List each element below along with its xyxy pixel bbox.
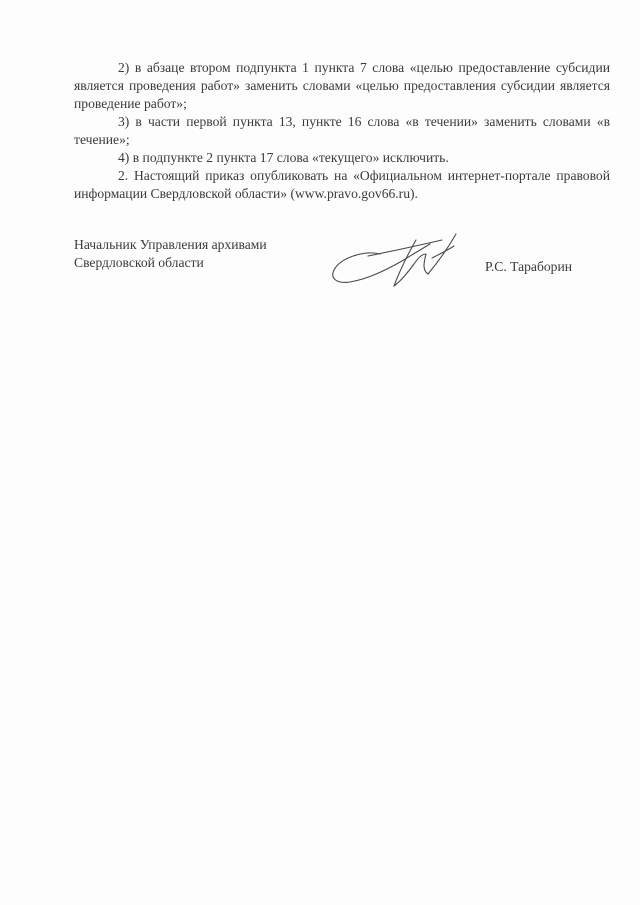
document-body	[74, 59, 610, 203]
signer-name: Р.С. Тараборин	[485, 259, 573, 274]
signer-position-line-2: Свердловской области	[74, 255, 204, 270]
handwritten-signature-icon	[328, 228, 460, 292]
signer-position-line-1: Начальник Управления архивами	[74, 237, 267, 252]
paragraph-item-2: 2) в абзаце втором подпункта 1 пункта 7 слова «целью предоставление субсидии является проведения работ» заменить словами «целью предоставления субсидии является проведение работ»;	[74, 60, 610, 111]
paragraph-item-4: 4) в подпункте 2 пункта 17 слова «текущего» исключить.	[118, 150, 449, 165]
paragraph-publication: 2. Настоящий приказ опубликовать на «Официальном интернет-портале правовой информации Свердловской области» (www.pravo.gov66.ru).	[74, 168, 610, 201]
paragraph-item-3: 3) в части первой пункта 13, пункте 16 слова «в течении» заменить словами «в течение»;	[74, 114, 610, 147]
